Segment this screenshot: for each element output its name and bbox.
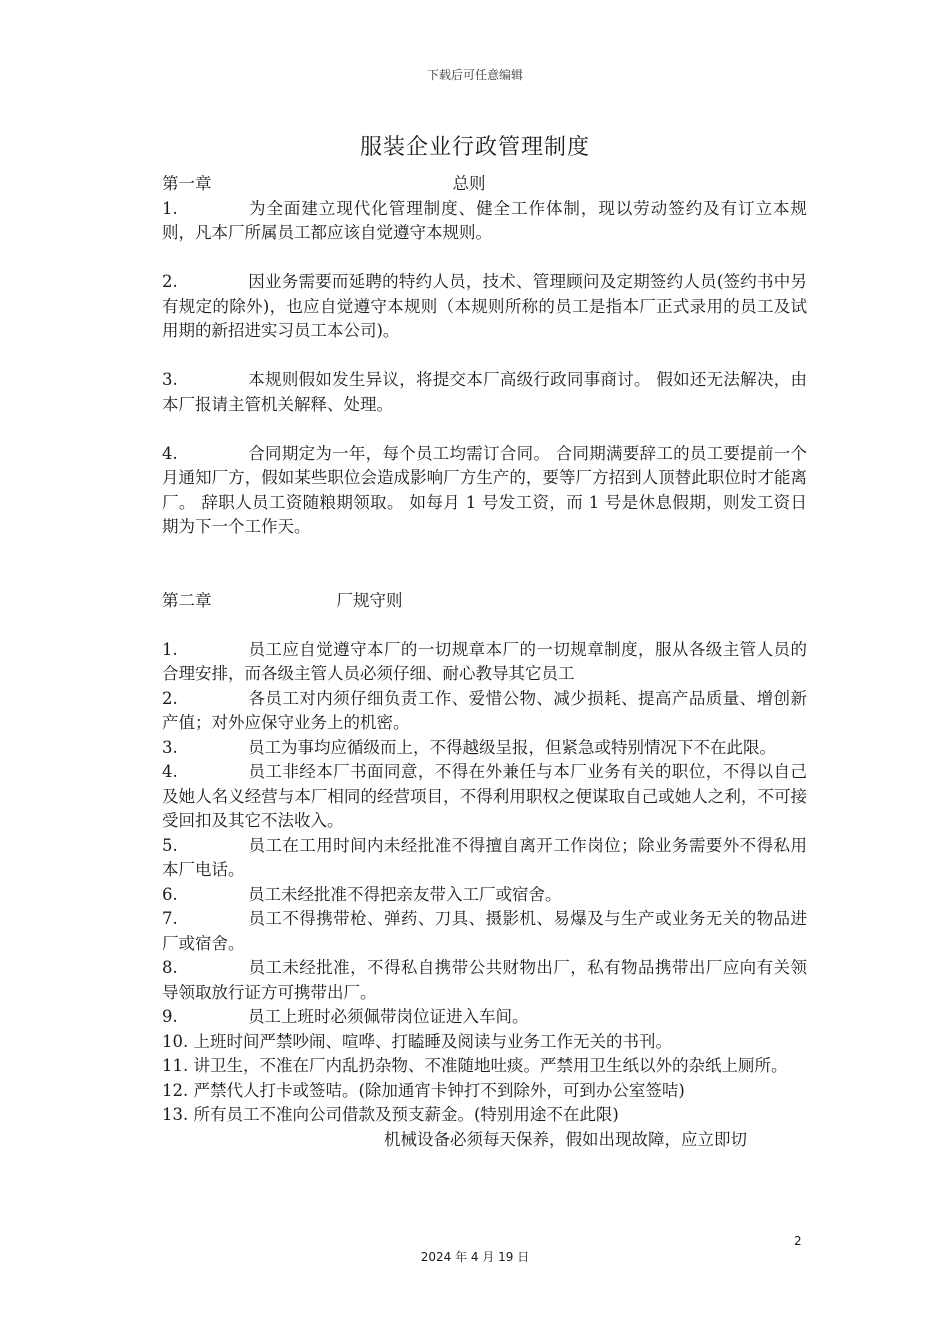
rule-text: 员工未经批准，不得私自携带公共财物出厂，私有物品携带出厂应向有关领导领取放行证方可携带出厂。 (162, 958, 807, 1002)
article-text: 因业务需要而延聘的特约人员，技术、管理顾问及定期签约人员(签约书中另有规定的除外)，也应自觉遵守本规则（本规则所称的员工是指本厂正式录用的员工及试用期的新招进实习员工本公司)。 (162, 272, 807, 340)
article-number: 3. (162, 370, 178, 389)
chapter-label: 第二章 (162, 590, 212, 610)
rule-item (162, 883, 807, 908)
rule-number: 1. (162, 639, 178, 659)
article-number: 2. (162, 272, 178, 291)
rule-number: 2. (162, 688, 178, 708)
rule-number: 4. (162, 762, 178, 781)
rule-text: 各员工对内须仔细负责工作、爱惜公物、减少损耗、提高产品质量、增创新产值；对外应保守业务上的机密。 (162, 688, 807, 732)
rule-text: 员工应自觉遵守本厂的一切规章本厂的一切规章制度，服从各级主管人员的合理安排，而各级主管人员必须仔细、耐心教导其它员工 (162, 639, 807, 683)
rule-item: 10. 上班时间严禁吵闹、喧哗、打瞌睡及阅读与业务工作无关的书刊。 (162, 1031, 672, 1051)
rule-item (162, 1005, 807, 1030)
article (162, 270, 807, 344)
chapter-2-heading (162, 589, 807, 614)
document-body (162, 172, 807, 1152)
document-title: 服装企业行政管理制度 (359, 135, 590, 160)
rule-item: 12. 严禁代人打卡或签咭。(除加通宵卡钟打不到除外，可到办公室签咭) (162, 1080, 685, 1100)
rule-item (162, 736, 807, 761)
rule-item: 11. 讲卫生，不准在厂内乱扔杂物、不准随地吐痰。严禁用卫生纸以外的杂纸上厕所。 (162, 1056, 788, 1075)
rule-number: 9. (162, 1007, 178, 1026)
rule-text: 员工不得携带枪、弹药、刀具、摄影机、易爆及与生产或业务无关的物品进厂或宿舍。 (162, 909, 807, 953)
page-number: 2 (794, 1234, 802, 1248)
rule-text: 员工为事均应循级而上，不得越级呈报，但紧急或特别情况下不在此限。 (248, 737, 776, 757)
rule-number: 5. (162, 835, 178, 855)
rule-item (162, 760, 807, 834)
rule-number: 7. (162, 909, 178, 928)
rule-item: 13. 所有员工不准向公司借款及预支薪金。(特别用途不在此限) (162, 1105, 619, 1124)
chapter-title: 厂规守则 (336, 590, 403, 610)
rule-item (162, 956, 807, 1005)
page-header: 下载后可任意编辑 (426, 68, 523, 82)
rule-text: 员工在工用时间内未经批准不得擅自离开工作岗位；除业务需要外不得私用本厂电话。 (162, 835, 807, 879)
article-text: 为全面建立现代化管理制度、健全工作体制，现以劳动签约及有订立本规则，凡本厂所属员工都应该自觉遵守本规则。 (162, 198, 807, 242)
article-number: 1. (162, 198, 178, 218)
rule-text: 员工未经批准不得把亲友带入工厂或宿舍。 (248, 884, 562, 904)
rule-text: 员工上班时必须佩带岗位证进入车间。 (248, 1007, 529, 1026)
footer-date: 2024 年 4 月 19 日 (420, 1250, 530, 1264)
rule-item (162, 834, 807, 883)
rule-text: 员工非经本厂书面同意，不得在外兼任与本厂业务有关的职位，不得以自己及她人名义经营与本厂相同的经营项目，不得利用职权之便谋取自己或她人之利，不可接受回扣及其它不法收入。 (162, 762, 807, 830)
chapter-title: 总则 (452, 174, 486, 193)
article-text: 本规则假如发生异议，将提交本厂高级行政同事商讨。 假如还无法解决，由本厂报请主管机关解释、处理。 (162, 370, 807, 414)
article-text: 合同期定为一年，每个员工均需订合同。 合同期满要辞工的员工要提前一个月通知厂方，假如某些职位会造成影响厂方生产的，要等厂方招到人顶替此职位时才能离厂。 辞职人员工资随粮期领取。 如每月 1 号发工资，而 1 号是休息假期，则发工资日期为下一个工作天。 (162, 443, 807, 536)
rule-item (162, 638, 807, 687)
rule-item (162, 907, 807, 956)
article (162, 368, 807, 417)
chapter-label: 第一章 (162, 174, 212, 193)
rule-number: 6. (162, 884, 178, 904)
continued-text: 机械设备必须每天保养，假如出现故障，应立即切 (384, 1129, 747, 1149)
rule-item (162, 687, 807, 736)
rule-number: 3. (162, 737, 178, 757)
chapter-1-heading (162, 172, 807, 197)
article-number: 4. (162, 443, 178, 463)
article (162, 197, 807, 246)
article (162, 442, 807, 540)
rule-number: 8. (162, 958, 178, 977)
